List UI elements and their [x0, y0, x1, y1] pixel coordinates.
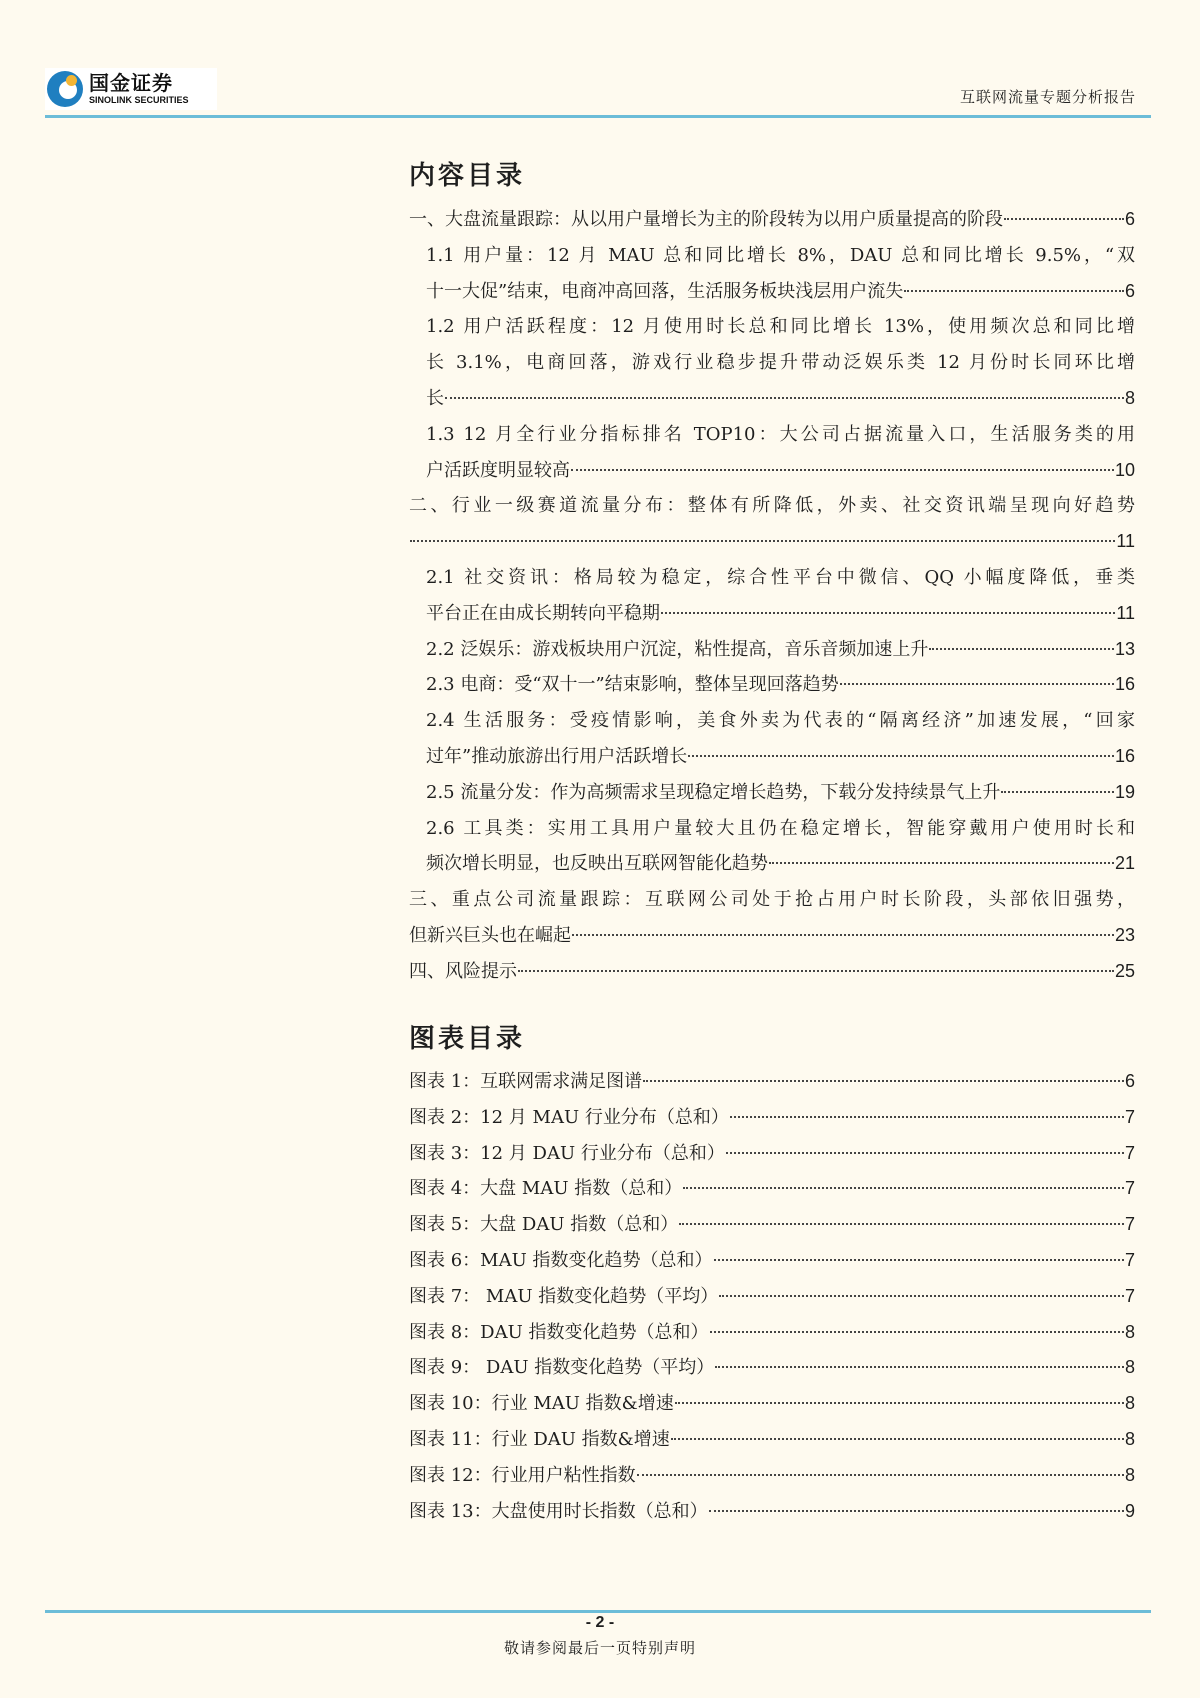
page-ref: 8 — [1124, 1321, 1135, 1342]
page-ref: 6 — [1124, 209, 1135, 229]
page-ref: 8 — [1124, 1464, 1135, 1485]
dot-leader — [572, 934, 1114, 936]
entry-title-line: 1.1 用户量：12 月 MAU 总和同比增长 8%，DAU 总和同比增长 9.5%，“双 — [426, 244, 1135, 266]
entry-title-line: 过年”推动旅游出行用户活跃增长 — [426, 745, 688, 767]
figures-list — [409, 1064, 1135, 1529]
toc-entry[interactable] — [409, 811, 1135, 883]
entry-title-line: 长 — [426, 387, 444, 409]
toc-entry[interactable] — [409, 703, 1135, 775]
entry-title-line: 一、大盘流量跟踪：从以用户量增长为主的阶段转为以用户质量提高的阶段 — [409, 209, 1003, 230]
figures-title: 图表目录 — [409, 1024, 526, 1054]
toc-entry[interactable] — [409, 202, 1135, 238]
toc-entry[interactable] — [409, 667, 1135, 703]
entry-title-line: 1.3 12 月全行业分指标排名 TOP10：大公司占据流量入口，生活服务类的用 — [426, 423, 1135, 445]
page-ref: 11 — [1116, 602, 1135, 623]
entry-title-line: 三、重点公司流量跟踪：互联网公司处于抢占用户时长阶段，头部依旧强势， — [409, 889, 1135, 911]
page-ref: 16 — [1114, 745, 1135, 766]
entry-title-line: 图表 12：行业用户粘性指数 — [409, 1464, 636, 1486]
entry-title-line: 图表 9： DAU 指数变化趋势（平均） — [409, 1357, 715, 1379]
page-ref: 8 — [1124, 1428, 1135, 1449]
entry-title-line: 平台正在由成长期转向平稳期 — [426, 602, 660, 624]
page-ref: 7 — [1124, 1249, 1135, 1270]
dot-leader — [683, 1187, 1124, 1189]
entry-title-line: 四、风险提示 — [409, 960, 517, 982]
toc-entry[interactable] — [409, 309, 1135, 416]
dot-leader — [929, 648, 1114, 650]
figure-entry[interactable] — [409, 1207, 1135, 1243]
page-ref: 7 — [1124, 1178, 1135, 1199]
entry-title-line: 户活跃度明显较高 — [426, 459, 570, 481]
page-ref: 8 — [1124, 387, 1135, 408]
entry-title-line: 二、行业一级赛道流量分布：整体有所降低，外卖、社交资讯端呈现向好趋势 — [409, 495, 1135, 517]
figure-entry[interactable] — [409, 1315, 1135, 1351]
entry-title-line: 图表 6：MAU 指数变化趋势（总和） — [409, 1249, 713, 1271]
page-ref: 25 — [1114, 960, 1135, 981]
entry-title-line: 图表 4：大盘 MAU 指数（总和） — [409, 1178, 683, 1200]
dot-leader — [904, 290, 1124, 292]
page-ref: 6 — [1124, 280, 1135, 301]
page-number: - 2 - — [585, 1614, 615, 1631]
page-ref: 11 — [1116, 531, 1135, 552]
entry-title-line: 图表 3：12 月 DAU 行业分布（总和） — [409, 1142, 725, 1164]
figure-entry[interactable] — [409, 1279, 1135, 1315]
entry-title-line: 图表 13：大盘使用时长指数（总和） — [409, 1500, 708, 1522]
toc-entry[interactable] — [409, 632, 1135, 668]
dot-leader — [719, 1295, 1124, 1297]
entry-title-line: 2.2 泛娱乐：游戏板块用户沉淀，粘性提高，音乐音频加速上升 — [426, 638, 929, 660]
figure-entry[interactable] — [409, 1494, 1135, 1530]
footer-disclaimer: 敬请参阅最后一页特别声明 — [503, 1639, 696, 1657]
figure-entry[interactable] — [409, 1171, 1135, 1207]
dot-leader — [714, 1259, 1124, 1261]
page-ref: 7 — [1124, 1214, 1135, 1235]
dot-leader — [769, 862, 1114, 864]
figure-entry[interactable] — [409, 1136, 1135, 1172]
dot-leader — [410, 540, 1115, 542]
dot-leader — [571, 469, 1114, 471]
page-ref: 16 — [1114, 674, 1135, 695]
page-ref: 8 — [1124, 1357, 1135, 1378]
dot-leader — [1004, 218, 1124, 220]
page-ref: 13 — [1114, 638, 1135, 659]
toc-entry[interactable] — [409, 775, 1135, 811]
dot-leader — [661, 612, 1115, 614]
entry-title-line: 图表 2：12 月 MAU 行业分布（总和） — [409, 1106, 729, 1128]
header-divider — [45, 115, 1151, 118]
figure-entry[interactable] — [409, 1458, 1135, 1494]
page-ref: 7 — [1124, 1142, 1135, 1163]
entry-title-line: 但新兴巨头也在崛起 — [409, 924, 571, 946]
footer-divider — [45, 1610, 1151, 1613]
page-ref: 19 — [1114, 781, 1135, 802]
figure-entry[interactable] — [409, 1422, 1135, 1458]
toc-entry[interactable] — [409, 882, 1135, 954]
company-logo — [45, 68, 217, 110]
dot-leader — [726, 1152, 1124, 1154]
dot-leader — [709, 1510, 1124, 1512]
dot-leader — [840, 683, 1114, 685]
dot-leader — [671, 1438, 1124, 1440]
figure-entry[interactable] — [409, 1100, 1135, 1136]
page-ref: 9 — [1124, 1500, 1135, 1521]
entry-title-line: 2.1 社交资讯：格局较为稳定，综合性平台中微信、QQ 小幅度降低，垂类 — [426, 566, 1135, 588]
dot-leader — [643, 1080, 1124, 1082]
toc-entry[interactable] — [409, 417, 1135, 489]
toc-entry[interactable] — [409, 560, 1135, 632]
figure-entry[interactable] — [409, 1350, 1135, 1386]
dot-leader — [675, 1402, 1124, 1404]
report-title: 互联网流量专题分析报告 — [959, 88, 1136, 106]
dot-leader — [518, 970, 1114, 972]
page-ref: 10 — [1114, 459, 1135, 480]
contents-title: 内容目录 — [409, 161, 526, 191]
dot-leader — [688, 755, 1114, 757]
page-ref: 21 — [1114, 853, 1135, 874]
entry-title-line: 2.3 电商：受“双十一”结束影响，整体呈现回落趋势 — [426, 674, 839, 696]
dot-leader — [710, 1331, 1124, 1333]
entry-title-line: 频次增长明显，也反映出互联网智能化趋势 — [426, 853, 768, 875]
dot-leader — [679, 1223, 1124, 1225]
page-ref: 8 — [1124, 1393, 1135, 1414]
page-ref: 23 — [1114, 924, 1135, 945]
figure-entry[interactable] — [409, 1064, 1135, 1100]
entry-title-line: 图表 5：大盘 DAU 指数（总和） — [409, 1214, 679, 1236]
entry-title-line: 十一大促”结束，电商冲高回落，生活服务板块浅层用户流失 — [426, 280, 904, 302]
entry-title-line: 图表 1：互联网需求满足图谱 — [409, 1071, 643, 1092]
page-ref: 6 — [1124, 1071, 1135, 1091]
entry-title-line: 图表 7： MAU 指数变化趋势（平均） — [409, 1285, 719, 1307]
entry-title-line: 2.5 流量分发：作为高频需求呈现稳定增长趋势，下载分发持续景气上升 — [426, 781, 1001, 803]
dot-leader — [445, 397, 1124, 399]
toc-entry[interactable] — [409, 488, 1135, 560]
contents-list — [409, 202, 1135, 990]
entry-title-line: 长 3.1%，电商回落，游戏行业稳步提升带动泛娱乐类 12 月份时长同环比增 — [426, 352, 1135, 374]
logo-english-name: SINOLINK SECURITIES — [89, 95, 189, 105]
dot-leader — [715, 1366, 1124, 1368]
page-ref: 7 — [1124, 1285, 1135, 1306]
entry-title-line: 2.6 工具类：实用工具用户量较大且仍在稳定增长，智能穿戴用户使用时长和 — [426, 817, 1135, 839]
entry-title-line: 2.4 生活服务：受疫情影响，美食外卖为代表的“隔离经济”加速发展，“回家 — [426, 710, 1135, 732]
entry-title-line: 图表 11：行业 DAU 指数&增速 — [409, 1428, 670, 1450]
logo-chinese-name: 国金证券 — [89, 71, 173, 95]
figure-entry[interactable] — [409, 1386, 1135, 1422]
entry-title-line: 1.2 用户活跃程度：12 月使用时长总和同比增长 13%，使用频次总和同比增 — [426, 316, 1135, 338]
toc-entry[interactable] — [409, 238, 1135, 310]
entry-title-line: 图表 8：DAU 指数变化趋势（总和） — [409, 1321, 709, 1343]
page-ref: 7 — [1124, 1106, 1135, 1127]
dot-leader — [730, 1116, 1124, 1118]
logo-mark-icon — [47, 71, 83, 107]
entry-title-line: 图表 10：行业 MAU 指数&增速 — [409, 1393, 674, 1415]
figure-entry[interactable] — [409, 1243, 1135, 1279]
dot-leader — [1001, 791, 1114, 793]
dot-leader — [637, 1474, 1124, 1476]
toc-entry[interactable] — [409, 954, 1135, 990]
